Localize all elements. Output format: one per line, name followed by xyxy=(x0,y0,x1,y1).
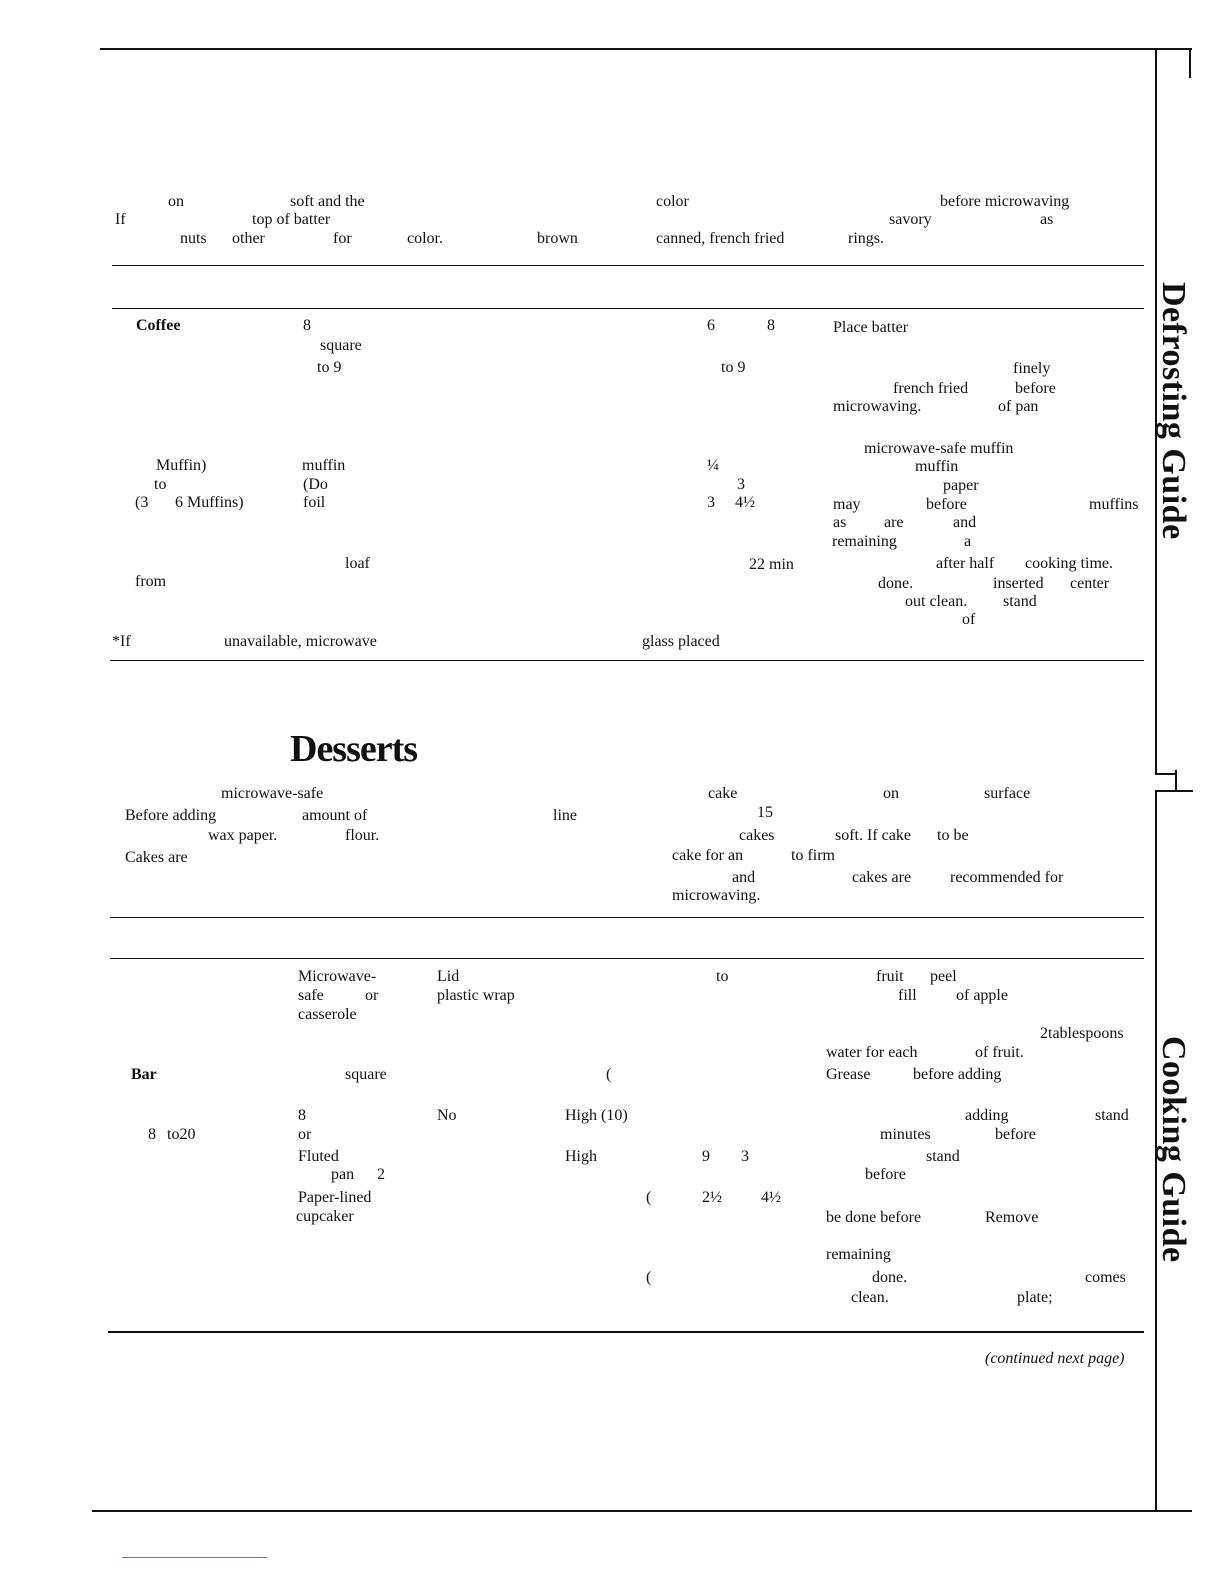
desserts-intro-text: flour. xyxy=(345,827,380,844)
desserts-intro-text: soft. If cake xyxy=(835,827,911,844)
dessert-table-text: No xyxy=(437,1107,457,1124)
breads-text: Coffee xyxy=(136,317,181,334)
breads-text: (3 xyxy=(135,494,149,511)
breads-text: inserted xyxy=(993,575,1044,592)
dessert-table-text: Grease xyxy=(826,1066,871,1083)
dessert-table-text: before adding xyxy=(913,1066,1002,1083)
dessert-table-text: stand xyxy=(1095,1107,1129,1124)
desserts-intro-text: cakes xyxy=(739,827,775,844)
desserts-intro-text: amount of xyxy=(302,807,368,824)
breads-text: glass placed xyxy=(642,633,720,650)
breads-text: are xyxy=(884,514,904,531)
tab-border-bottom-top xyxy=(1155,790,1193,792)
breads-text: center xyxy=(1070,575,1110,592)
breads-text: ¼ xyxy=(707,457,719,474)
dessert-table-text: or xyxy=(365,987,379,1004)
dessert-table-text: before xyxy=(865,1166,906,1183)
dessert-table-text: Paper-lined xyxy=(298,1189,372,1206)
breads-table-top-rule xyxy=(112,308,1144,309)
dessert-table-text: plastic wrap xyxy=(437,987,515,1004)
tab-border-right-upper xyxy=(1189,48,1191,78)
desserts-intro-text: microwaving. xyxy=(672,887,761,904)
breads-text: from xyxy=(135,573,167,590)
breads-text: 8 xyxy=(767,317,775,334)
desserts-intro-text: line xyxy=(553,807,577,824)
intro-rule xyxy=(112,265,1144,266)
breads-text: 3 xyxy=(707,494,715,511)
dessert-table-text: ( xyxy=(646,1269,652,1286)
breads-text: foil xyxy=(303,494,326,511)
dessert-table-text: comes xyxy=(1085,1269,1126,1286)
breads-text: (Do xyxy=(303,476,328,493)
intro-text: color. xyxy=(407,230,443,247)
bottom-rule xyxy=(92,1510,1192,1512)
breads-text: square xyxy=(320,337,362,354)
dessert-table-bottom-rule xyxy=(108,1331,1144,1333)
breads-text: and xyxy=(953,514,977,531)
dessert-table-text: to20 xyxy=(167,1126,196,1143)
desserts-intro-rule xyxy=(110,917,1144,918)
breads-text: cooking time. xyxy=(1025,555,1113,572)
breads-text: paper xyxy=(943,477,979,494)
dessert-table-text: High (10) xyxy=(565,1107,628,1124)
dessert-table-text: clean. xyxy=(851,1289,889,1306)
dessert-table-text: be done before xyxy=(826,1209,922,1226)
desserts-intro-text: surface xyxy=(984,785,1031,802)
breads-text: done. xyxy=(878,575,914,592)
desserts-intro-text: wax paper. xyxy=(208,827,278,844)
dessert-table-text: to xyxy=(716,968,729,985)
dessert-table-text: cupcaker xyxy=(296,1208,354,1225)
dessert-table-text: water for each xyxy=(826,1044,918,1061)
intro-text: color xyxy=(656,193,689,210)
desserts-intro-text: Cakes are xyxy=(125,849,188,866)
dessert-table-text: Microwave- xyxy=(298,968,377,985)
breads-text: a xyxy=(964,533,972,550)
dessert-table-text: minutes xyxy=(880,1126,931,1143)
dessert-table-text: 8 xyxy=(298,1107,306,1124)
breads-text: 4½ xyxy=(735,494,755,511)
desserts-intro-text: to firm xyxy=(791,847,835,864)
breads-text: 6 xyxy=(707,317,715,334)
desserts-intro-text: Before adding xyxy=(125,807,217,824)
breads-text: 3 xyxy=(737,476,745,493)
dessert-table-text: casserole xyxy=(298,1006,357,1023)
dessert-table-text: 2 xyxy=(377,1166,385,1183)
breads-text: microwave-safe muffin xyxy=(864,440,1014,457)
dessert-table-text: safe xyxy=(298,987,324,1004)
dessert-table-text: pan xyxy=(331,1166,355,1183)
tab-border-right-mid xyxy=(1175,770,1177,790)
desserts-intro-text: microwave-safe xyxy=(221,785,324,802)
dessert-table-text: square xyxy=(345,1066,387,1083)
intro-text: nuts xyxy=(180,230,207,247)
dessert-table-text: 4½ xyxy=(761,1189,781,1206)
dessert-table-text: of apple xyxy=(956,987,1008,1004)
breads-text: unavailable, microwave xyxy=(224,633,377,650)
dessert-table-text: 2½ xyxy=(702,1189,722,1206)
breads-table-bottom-rule xyxy=(110,660,1144,661)
tab-defrosting-guide[interactable]: Defrosting Guide xyxy=(1155,282,1192,540)
dessert-table-text: Bar xyxy=(131,1066,157,1083)
dessert-table-text: or xyxy=(298,1126,312,1143)
desserts-intro-text: on xyxy=(883,785,899,802)
dessert-table-text: Lid xyxy=(437,968,460,985)
breads-text: before xyxy=(1015,380,1056,397)
breads-text: muffin xyxy=(915,458,959,475)
dessert-table-text: Remove xyxy=(985,1209,1039,1226)
breads-text: loaf xyxy=(345,555,370,572)
breads-text: before xyxy=(926,496,967,513)
desserts-intro-text: cake for an xyxy=(672,847,744,864)
dessert-table-text: ( xyxy=(646,1189,652,1206)
intro-text: rings. xyxy=(848,230,884,247)
desserts-intro-text: to be xyxy=(937,827,969,844)
tab-border-top-bottom xyxy=(1155,773,1175,775)
dessert-table-text: 9 xyxy=(702,1148,710,1165)
desserts-intro-text: recommended for xyxy=(950,869,1064,886)
breads-text: finely xyxy=(1013,360,1051,377)
breads-text: as xyxy=(833,514,847,531)
dessert-table-text: before xyxy=(995,1126,1036,1143)
dessert-table-text: Fluted xyxy=(298,1148,339,1165)
desserts-intro-text: cakes are xyxy=(852,869,912,886)
breads-text: Muffin) xyxy=(156,457,207,474)
dessert-table-text: plate; xyxy=(1017,1289,1053,1306)
breads-text: 8 xyxy=(303,317,311,334)
intro-text: If xyxy=(115,211,126,228)
breads-text: of pan xyxy=(998,398,1039,415)
intro-text: other xyxy=(232,230,265,247)
breads-text: muffins xyxy=(1089,496,1139,513)
dessert-table-text: High xyxy=(565,1148,597,1165)
dessert-table-text: fill xyxy=(898,987,917,1004)
dessert-table-text: adding xyxy=(965,1107,1009,1124)
breads-text: french fried xyxy=(893,380,969,397)
desserts-heading: Desserts xyxy=(290,728,418,770)
breads-text: to 9 xyxy=(317,359,342,376)
dessert-table-text: fruit xyxy=(876,968,904,985)
dessert-table-top-rule xyxy=(110,958,1144,959)
dessert-table-text: stand xyxy=(926,1148,960,1165)
breads-text: microwaving. xyxy=(833,398,922,415)
intro-text: for xyxy=(333,230,352,247)
breads-text: stand xyxy=(1003,593,1037,610)
intro-text: top of batter xyxy=(252,211,331,228)
top-rule xyxy=(100,48,1192,50)
breads-text: after half xyxy=(936,555,995,572)
desserts-intro-text: 15 xyxy=(757,804,773,821)
dessert-table-text: ( xyxy=(606,1066,612,1083)
continued-note: (continued next page) xyxy=(985,1350,1125,1367)
tab-cooking-guide[interactable]: Cooking Guide xyxy=(1155,1036,1192,1263)
dessert-table-text: of fruit. xyxy=(975,1044,1024,1061)
intro-text: canned, french fried xyxy=(656,230,785,247)
intro-text: soft and the xyxy=(290,193,365,210)
breads-text: to 9 xyxy=(721,359,746,376)
dessert-table-text: 2tablespoons xyxy=(1040,1025,1124,1042)
breads-text: out clean. xyxy=(905,593,968,610)
breads-text: of xyxy=(962,611,976,628)
intro-text: brown xyxy=(537,230,578,247)
intro-text: as xyxy=(1040,211,1054,228)
intro-text: before microwaving xyxy=(940,193,1070,210)
breads-text: Place batter xyxy=(833,319,909,336)
intro-text: on xyxy=(168,193,184,210)
breads-text: 6 Muffins) xyxy=(175,494,244,511)
breads-text: 22 min xyxy=(749,556,794,573)
breads-text: *If xyxy=(112,633,131,650)
dessert-table-text: done. xyxy=(872,1269,908,1286)
desserts-intro-text: cake xyxy=(708,785,738,802)
desserts-intro-text: and xyxy=(732,869,756,886)
breads-text: remaining xyxy=(832,533,897,550)
breads-text: to xyxy=(154,476,167,493)
dessert-table-text: 8 xyxy=(148,1126,156,1143)
breads-text: may xyxy=(833,496,861,513)
breads-text: muffin xyxy=(302,457,346,474)
dessert-table-text: remaining xyxy=(826,1246,891,1263)
bottom-link-line xyxy=(122,1557,267,1558)
dessert-table-text: 3 xyxy=(741,1148,749,1165)
intro-text: savory xyxy=(889,211,932,228)
dessert-table-text: peel xyxy=(930,968,957,985)
